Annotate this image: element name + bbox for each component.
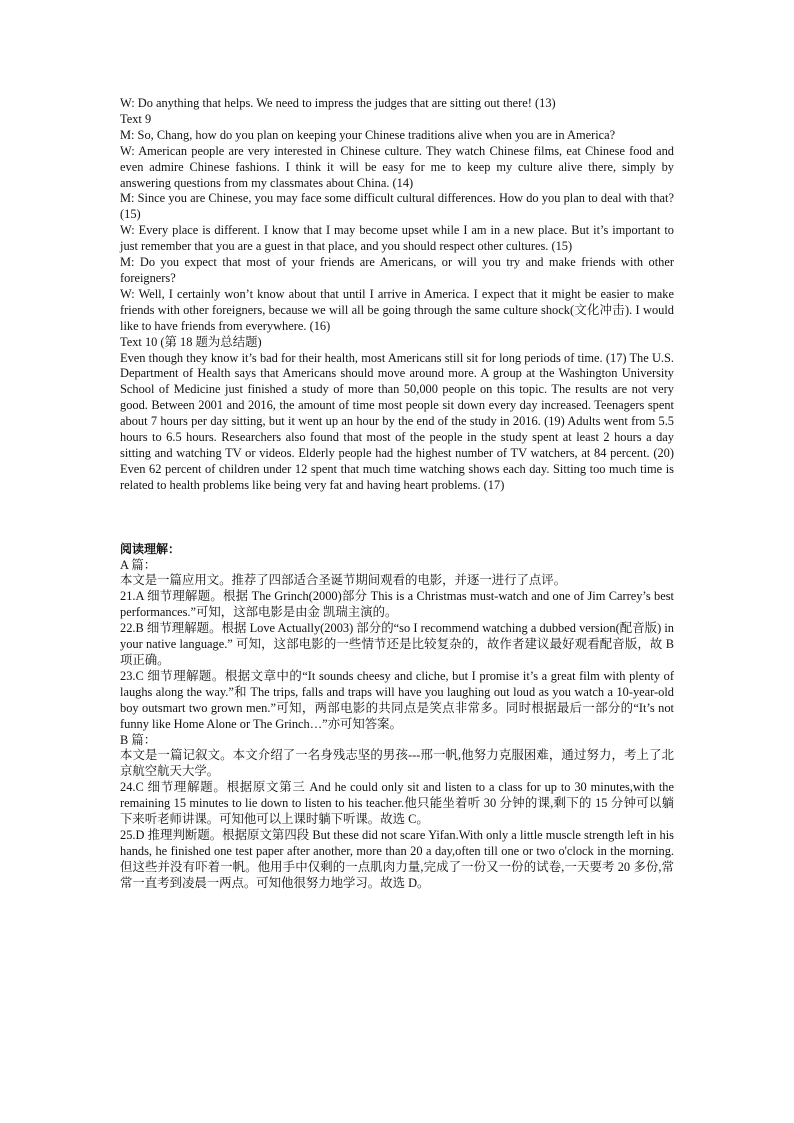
section-label: Text 9	[120, 111, 152, 126]
transcript-line: W: Do anything that helps. We need to impress the judges that are sitting out there! (13)	[120, 96, 556, 110]
document-page	[120, 96, 674, 892]
answer-paragraph: 22.B 细节理解题。根据 Love Actually(2003) 部分的“so I recommend watching a dubbed version(配音版) in your native language.” 可知，这部电影的一些情节还是比较复杂的，故作者建议最好观看配音版，故 B 项正确。	[120, 621, 674, 667]
section-heading: 阅读理解：	[120, 541, 181, 556]
part-label: B 篇：	[120, 732, 157, 747]
transcript-line: W: American people are very interested in Chinese culture. They watch Chinese films, eat Chinese food and even admire Chinese fashions. I think it will be easy for me to keep my culture alive there, simply by answering questions from my classmates about China. (14)	[120, 143, 674, 190]
part-label: A 篇：	[120, 557, 157, 572]
answer-paragraph: 21.A 细节理解题。根据 The Grinch(2000)部分 This is a Christmas must-watch and one of Jim Carrey’s best performances.”可知，这部电影是由金 凯瑞主演的。	[120, 589, 674, 620]
transcript-line: W: Every place is different. I know that I may become upset while I am in a new place. But it’s important to just remember that you are a guest in that place, and you should respect other cultures. (15)	[120, 223, 674, 254]
reading-answers	[120, 542, 674, 892]
transcript-line: W: Well, I certainly won’t know about that until I arrive in America. I expect that it might be easier to make friends with other foreigners, because we will all be going through the same culture shock(文化冲击). I would like to have friends from everywhere. (16)	[120, 286, 674, 333]
section-label: Text 10 (第 18 题为总结题)	[120, 334, 262, 349]
section-spacer	[120, 494, 674, 542]
listening-transcript	[120, 96, 674, 494]
answer-paragraph: 本文是一篇记叙文。本文介绍了一名身残志坚的男孩---邢一帆,他努力克服困难，通过努力，考上了北京航空航天大学。	[120, 748, 674, 779]
answer-paragraph: 24.C 细节理解题。根据原文第三 And he could only sit and listen to a class for up to 30 minutes,with the remaining 15 minutes to lie down to listen to his teacher.他只能坐着听 30 分钟的课,剩下的 15 分钟可以躺下来听老师讲课。可知他可以上课时躺下听课。故选 C。	[120, 780, 674, 827]
transcript-line: M: Since you are Chinese, you may face some difficult cultural differences. How do you plan to deal with that? (15)	[120, 191, 674, 222]
transcript-line: M: So, Chang, how do you plan on keeping your Chinese traditions alive when you are in America?	[120, 127, 616, 142]
answer-paragraph: 本文是一篇应用文。推荐了四部适合圣诞节期间观看的电影，并逐一进行了点评。	[120, 573, 567, 588]
answer-paragraph: 25.D 推理判断题。根据原文第四段 But these did not scare Yifan.With only a little muscle strength left in his hands, he finished one test paper after another, more than 20 a day,often till one or two o'clock in the morning.但这些并没有吓着一帆。他用手中仅剩的一点肌肉力量,完成了一份又一份的试卷,一天要考 20 多份,常常一直考到凌晨一两点。可知他很努力地学习。故选 D。	[120, 827, 674, 890]
transcript-line: M: Do you expect that most of your friends are Americans, or will you try and make friends with other foreigners?	[120, 255, 674, 285]
answer-paragraph: 23.C 细节理解题。根据文章中的“It sounds cheesy and cliche, but I promise it’s a great film with plenty of laughs along the way.”和 The trips, falls and traps will have you laughing out loud as you watch a 10-year-old boy outsmart two grown men.”可知，两部电影的共同点是笑点非常多。同时根据最后一部分的“It’s not funny like Home Alone or The Grinch…”亦可知答案。	[120, 668, 674, 731]
transcript-paragraph: Even though they know it’s bad for their health, most Americans still sit for long periods of time. (17) The U.S. Department of Health says that Americans should move around more. A group at the Washington University School of Medicine just finished a study of more than 50,000 people on this topic. The results are not very good. Between 2001 and 2016, the amount of time most people sit down every day increased. Teenagers spent about 7 hours per day sitting, but it went up an hour by the end of the study in 2016. (19) Adults went from 5.5 hours to 6.5 hours. Researchers also found that most of the people in the study spent at least 2 hours a day sitting and watching TV or videos. Elderly people had the highest number of TV watchers, at 84 percent. (20) Even 62 percent of children under 12 spent that much time watching shows each day. Sitting too much time is related to health problems like being very fat and having heart problems. (17)	[120, 350, 674, 492]
